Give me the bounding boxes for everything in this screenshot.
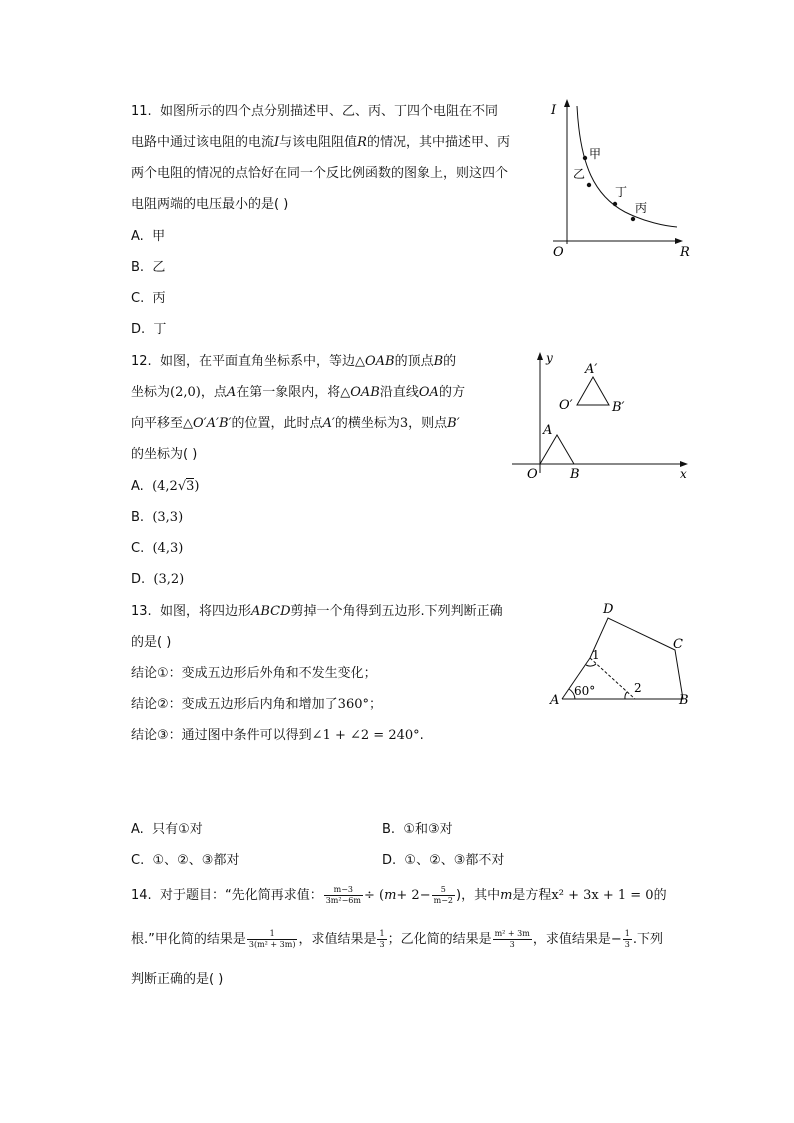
q14-number: 14. (131, 888, 152, 903)
q13-label-c: C (673, 637, 683, 652)
q13-stem (131, 596, 541, 751)
q11-option-c-label: C. (131, 291, 145, 306)
q12-axis-y-label: y (546, 351, 553, 365)
q14-fraction-6 (623, 929, 632, 950)
q11-figure (545, 96, 695, 266)
q13-line1 (131, 596, 541, 627)
q12-line3b: 的位置，此时点 (231, 416, 323, 431)
sqrt-icon: √ (177, 479, 187, 494)
q13-conclusion-3 (131, 720, 541, 751)
q12-line2b: ，点 (200, 385, 227, 400)
q14-l1b: ÷ ( (363, 888, 385, 903)
q11-option-d[interactable] (131, 320, 166, 340)
q12-triangle-oprime (577, 377, 609, 405)
q11-option-b[interactable] (131, 258, 165, 278)
q13-option-b[interactable] (382, 820, 453, 840)
q12-line3 (131, 408, 511, 439)
q12-option-c-text: (4,3) (152, 541, 184, 556)
q14-fraction-5 (493, 929, 532, 950)
q14-l1a: 对于题目：“先化简再求值： (159, 888, 323, 903)
q13-mark-1: 1 (592, 648, 600, 662)
q13-option-d-text: ①、②、③都不对 (404, 853, 505, 868)
q12-var-a2: A′ (322, 416, 335, 431)
q12-option-a-tail: ) (194, 479, 200, 494)
q12-label-b-prime: B′ (612, 400, 625, 415)
q11-stem (131, 96, 543, 220)
q11-axis-x-label: R (680, 245, 690, 260)
q13-c3-end: . (419, 728, 424, 743)
q13-option-c-label: C. (131, 853, 145, 868)
q14-f4-num: 1 (379, 929, 385, 938)
q12-line1b: 的顶点 (394, 354, 434, 369)
q11-option-c[interactable] (131, 289, 166, 309)
q12-label-a-prime: A′ (585, 362, 598, 377)
q13-c2-end: ； (369, 697, 383, 712)
q11-origin-label: O (553, 245, 564, 260)
q11-var-r: R (357, 135, 367, 150)
q12-tri3: △O′A′B′ (183, 416, 232, 431)
q11-number: 11. (131, 104, 152, 119)
q12-coord: (2,0) (170, 385, 201, 400)
q13-option-a[interactable] (131, 820, 203, 840)
q11-line2c: 的情况，其中描述甲、丙 (366, 135, 510, 150)
q14-f6-num: 1 (624, 929, 630, 938)
q13-label-a: A (550, 693, 560, 708)
q13-c1-prefix: 结论①： (131, 666, 182, 681)
q13-option-c-text: ①、②、③都对 (152, 853, 240, 868)
q14-l1c: + 2− (396, 888, 431, 903)
q11-label-bing: 丙 (635, 201, 648, 215)
q12-axis-x-label: x (680, 467, 687, 481)
q12-label-o-prime: O′ (559, 398, 573, 413)
q12-tri2: △OAB (340, 385, 380, 400)
q12-line3c: 的横坐标为 (334, 416, 400, 431)
q11-x-arrow (675, 238, 683, 244)
q11-axis-y-label: I (551, 103, 557, 118)
q13-option-b-text: ①和③对 (403, 822, 453, 837)
q13-c1-text: 变成五边形后外角和不发生变化； (181, 666, 377, 681)
q11-line4: 电阻两端的电压最小的是( ) (131, 197, 289, 212)
q13-c3-formula: ∠1 + ∠2 = 240° (311, 728, 420, 743)
q13-angle-label: 60° (574, 684, 596, 698)
q12-option-d-text: (3,2) (153, 572, 185, 587)
q11-line2 (131, 127, 543, 158)
q14-fraction-3 (247, 929, 298, 950)
q11-line2a: 电路中通过该电阻的电流 (131, 135, 275, 150)
q12-option-a-label: A. (131, 479, 144, 494)
q13-angle-arc-2 (625, 692, 627, 699)
q12-line2 (131, 377, 511, 408)
q13-option-d-label: D. (382, 853, 397, 868)
q14-f3-num: 1 (247, 929, 298, 940)
q12-label-b: B (570, 467, 580, 482)
q12-option-a-text: (4,2 (152, 479, 178, 494)
q12-line2a: 坐标为 (131, 385, 171, 400)
q12-option-c[interactable] (131, 539, 183, 559)
q11-option-d-label: D. (131, 322, 146, 337)
q14-l2b: ，求值结果是 (298, 932, 377, 947)
q11-y-arrow (564, 99, 570, 107)
q14-fraction-2 (432, 885, 455, 906)
q13-mark-2: 2 (634, 681, 642, 695)
q12-option-d-label: D. (131, 572, 146, 587)
q14-l2d: ，求值结果是− (532, 932, 622, 947)
q14-l1f: 的 (653, 888, 667, 903)
q12-option-c-label: C. (131, 541, 145, 556)
q13-option-a-text: 只有①对 (152, 822, 203, 837)
q11-curve (577, 106, 677, 227)
q12-var-b2: B′ (447, 416, 460, 431)
q12-figure (508, 348, 698, 483)
q13-option-b-label: B. (382, 822, 396, 837)
q13-option-d[interactable] (382, 851, 504, 871)
q14-f5-den: 3 (509, 940, 515, 949)
q12-line3a: 向平移至 (131, 416, 184, 431)
q12-option-b-text: (3,3) (152, 510, 184, 525)
q14-l3: 判断正确的是( ) (131, 972, 224, 987)
q13-line1a: 如图，将四边形 (159, 604, 251, 619)
q12-stem (131, 346, 511, 470)
q12-label-a: A (543, 423, 553, 438)
q11-line2b: 与该电阻阻值 (279, 135, 358, 150)
q14-f2-num: 5 (432, 885, 455, 896)
q14-line1 (131, 884, 667, 906)
q11-line1-text: 如图所示的四个点分别描述甲、乙、丙、丁四个电阻在不同 (159, 104, 498, 119)
q11-label-ding: 丁 (615, 185, 628, 199)
q12-option-b-label: B. (131, 510, 145, 525)
q14-l1-m: m (384, 888, 397, 903)
q12-line2d: 沿直线 (379, 385, 419, 400)
q11-option-b-text: 乙 (152, 260, 166, 275)
q13-option-c[interactable] (131, 851, 239, 871)
q12-y-arrow (537, 352, 543, 360)
q13-c2-text: 变成五边形后内角和增加了 (181, 697, 338, 712)
q12-line3d: ，则点 (408, 416, 448, 431)
q11-label-yi: 乙 (573, 167, 586, 181)
q13-c2-val: 360° (337, 697, 369, 712)
q14-l1d: )，其中 (456, 888, 501, 903)
q12-line2e: 的方 (438, 385, 465, 400)
q12-option-d[interactable] (131, 570, 184, 590)
q14-f4-den: 3 (379, 940, 385, 949)
q13-line1b: 剪掉一个角得到五边形.下列判断正确 (290, 604, 503, 619)
q12-triangle-oab (540, 435, 574, 464)
q14-f1-den: 3m²−6m (325, 896, 361, 905)
q13-cut-line (590, 658, 635, 699)
q13-label-d: D (603, 602, 614, 617)
q13-angle-arc-1 (586, 664, 596, 666)
q12-var-a: A (226, 385, 237, 400)
q13-line2: 的是( ) (131, 635, 172, 650)
q11-point-jia (583, 156, 587, 160)
q13-option-a-label: A. (131, 822, 144, 837)
q13-conclusion-2 (131, 689, 541, 720)
q14-f6-den: 3 (624, 940, 630, 949)
q12-option-b[interactable] (131, 508, 183, 528)
q11-var-i: I (274, 135, 280, 150)
q11-option-d-text: 丁 (153, 322, 167, 337)
q12-var-oa: OA (418, 385, 439, 400)
q11-point-bing (631, 217, 635, 221)
q14-l1-eq: x² + 3x + 1 = 0 (551, 888, 654, 903)
q12-var-b: B (433, 354, 444, 369)
q14-f1-num: m−3 (324, 885, 363, 896)
q14-l2c: ；乙化简的结果是 (387, 932, 492, 947)
q12-line2c: 在第一象限内，将 (236, 385, 341, 400)
q14-l2a: 根.”甲化简的结果是 (131, 932, 246, 947)
q11-point-yi (587, 183, 591, 187)
q11-line3: 两个电阻的情况的点恰好在同一个反比例函数的图象上，则这四个 (131, 166, 509, 181)
q14-f5-num: m² + 3m (494, 929, 530, 938)
q14-l2e: .下列 (632, 932, 663, 947)
q14-l1-m2: m (500, 888, 513, 903)
q13-c3-text: 通过图中条件可以得到 (181, 728, 312, 743)
q11-line1 (131, 96, 543, 127)
q12-option-a-sqrt: 3 (186, 479, 195, 494)
q11-option-c-text: 丙 (152, 291, 166, 306)
q12-line1 (131, 346, 511, 377)
q11-option-a-label: A. (131, 229, 144, 244)
q14-fraction-1 (324, 885, 363, 906)
q12-line1a: 如图，在平面直角坐标系中，等边 (159, 354, 355, 369)
q11-option-b-label: B. (131, 260, 145, 275)
q14-f2-den: m−2 (433, 896, 453, 905)
q11-option-a-text: 甲 (152, 229, 166, 244)
q13-c2-prefix: 结论②： (131, 697, 182, 712)
q12-tri1: △OAB (354, 354, 395, 369)
q14-fraction-4 (377, 929, 386, 950)
q12-val3: 3 (399, 416, 409, 431)
q12-option-a[interactable] (131, 477, 199, 497)
q12-line1c: 的 (443, 354, 457, 369)
q13-figure (545, 598, 700, 713)
q14-f3-den: 3(m² + 3m) (248, 940, 296, 949)
q11-point-ding (613, 202, 617, 206)
q13-c3-prefix: 结论③： (131, 728, 182, 743)
q13-number: 13. (131, 604, 152, 619)
q11-option-a[interactable] (131, 227, 165, 247)
q12-line4: 的坐标为( ) (131, 447, 198, 462)
q13-label-b: B (679, 693, 689, 708)
q14-line2 (131, 928, 663, 950)
q14-line3 (131, 968, 223, 987)
q13-quad: ABCD (250, 604, 291, 619)
q13-conclusion-1 (131, 658, 541, 689)
q14-l1e: 是方程 (512, 888, 552, 903)
q11-label-jia: 甲 (589, 147, 602, 161)
q12-number: 12. (131, 354, 152, 369)
q12-origin-label: O (527, 467, 538, 482)
